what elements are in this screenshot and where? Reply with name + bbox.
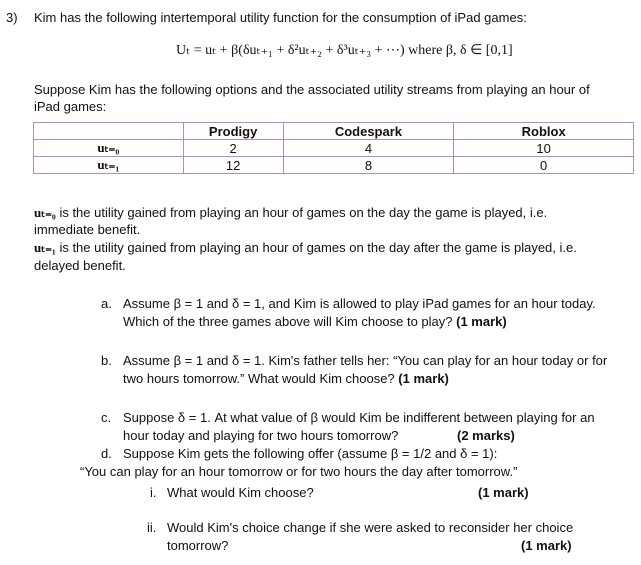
definition-u1 — [34, 240, 577, 256]
part-c-letter: c. — [101, 410, 112, 425]
setup-text-line1: Suppose Kim has the following options and the associated utility streams from playing an hour of — [34, 82, 590, 97]
table-cell: 10 — [454, 140, 634, 157]
part-c-line1: Suppose δ = 1. At what value of β would Kim be indifferent between playing for an — [123, 410, 595, 425]
table-header-cell — [34, 123, 184, 140]
table-cell: 8 — [283, 157, 454, 174]
part-d-letter: d. — [101, 446, 112, 461]
part-b-line1: Assume β = 1 and δ = 1. Kim's father tells her: “You can play for an hour today or for — [123, 353, 608, 368]
part-c-line2: hour today and playing for two hours tomorrow? — [123, 428, 399, 443]
question-intro: Kim has the following intertemporal utility function for the consumption of iPad games: — [34, 10, 527, 25]
part-d-line2: “You can play for an hour tomorrow or for two hours the day after tomorrow.” — [80, 464, 518, 479]
row-label: uₜ₌₀ — [34, 140, 184, 157]
part-d-ii-line2: tomorrow? — [167, 538, 229, 553]
table-row — [34, 157, 634, 174]
definition-u0-cont: immediate benefit. — [34, 222, 141, 237]
part-d-line1: Suppose Kim gets the following offer (assume β = 1/2 and δ = 1): — [123, 446, 498, 461]
utility-table — [33, 122, 634, 174]
part-d-i-marks: (1 mark) — [478, 485, 529, 500]
part-b-question: two hours tomorrow.” What would Kim choose? — [123, 371, 395, 386]
part-a-line1: Assume β = 1 and δ = 1, and Kim is allowed to play iPad games for an hour today. — [123, 296, 596, 311]
u1-text: is the utility gained from playing an hour of games on the day after the game is played, i.e. — [55, 240, 577, 255]
row-label: uₜ₌₁ — [34, 157, 184, 174]
u1-symbol: uₜ₌₁ — [34, 240, 56, 255]
part-a-line2 — [123, 314, 507, 329]
utility-formula: Uₜ = uₜ + β(δuₜ₊₁ + δ²uₜ₊₂ + δ³uₜ₊₃ + ⋯) where β, δ ∈ [0,1] — [176, 43, 513, 58]
part-b-letter: b. — [101, 353, 112, 368]
definition-u0 — [34, 205, 547, 221]
part-a-question: Which of the three games above will Kim choose to play? — [123, 314, 453, 329]
table-header-cell: Codespark — [283, 123, 454, 140]
table-cell: 4 — [283, 140, 454, 157]
part-a-letter: a. — [101, 296, 112, 311]
part-d-i-text: What would Kim choose? — [167, 485, 314, 500]
table-header-row — [34, 123, 634, 140]
u0-text: is the utility gained from playing an hour of games on the day the game is played, i.e. — [55, 205, 548, 220]
table-header-cell: Prodigy — [183, 123, 283, 140]
setup-text-line2: iPad games: — [34, 99, 107, 114]
part-d-ii-number: ii. — [147, 520, 157, 535]
part-d-i-number: i. — [150, 485, 157, 500]
table-cell: 0 — [454, 157, 634, 174]
part-d-ii-marks: (1 mark) — [521, 538, 572, 553]
table-cell: 2 — [183, 140, 283, 157]
table-header-cell: Roblox — [454, 123, 634, 140]
table-row — [34, 140, 634, 157]
part-c-marks: (2 marks) — [457, 428, 515, 443]
u0-symbol: uₜ₌₀ — [34, 205, 56, 220]
table-cell: 12 — [183, 157, 283, 174]
part-b-marks: (1 mark) — [398, 371, 449, 386]
definition-u1-cont: delayed benefit. — [34, 258, 126, 273]
part-d-ii-line1: Would Kim's choice change if she were asked to reconsider her choice — [167, 520, 574, 535]
part-b-line2 — [123, 371, 449, 386]
question-number: 3) — [6, 10, 18, 25]
part-a-marks: (1 mark) — [456, 314, 507, 329]
